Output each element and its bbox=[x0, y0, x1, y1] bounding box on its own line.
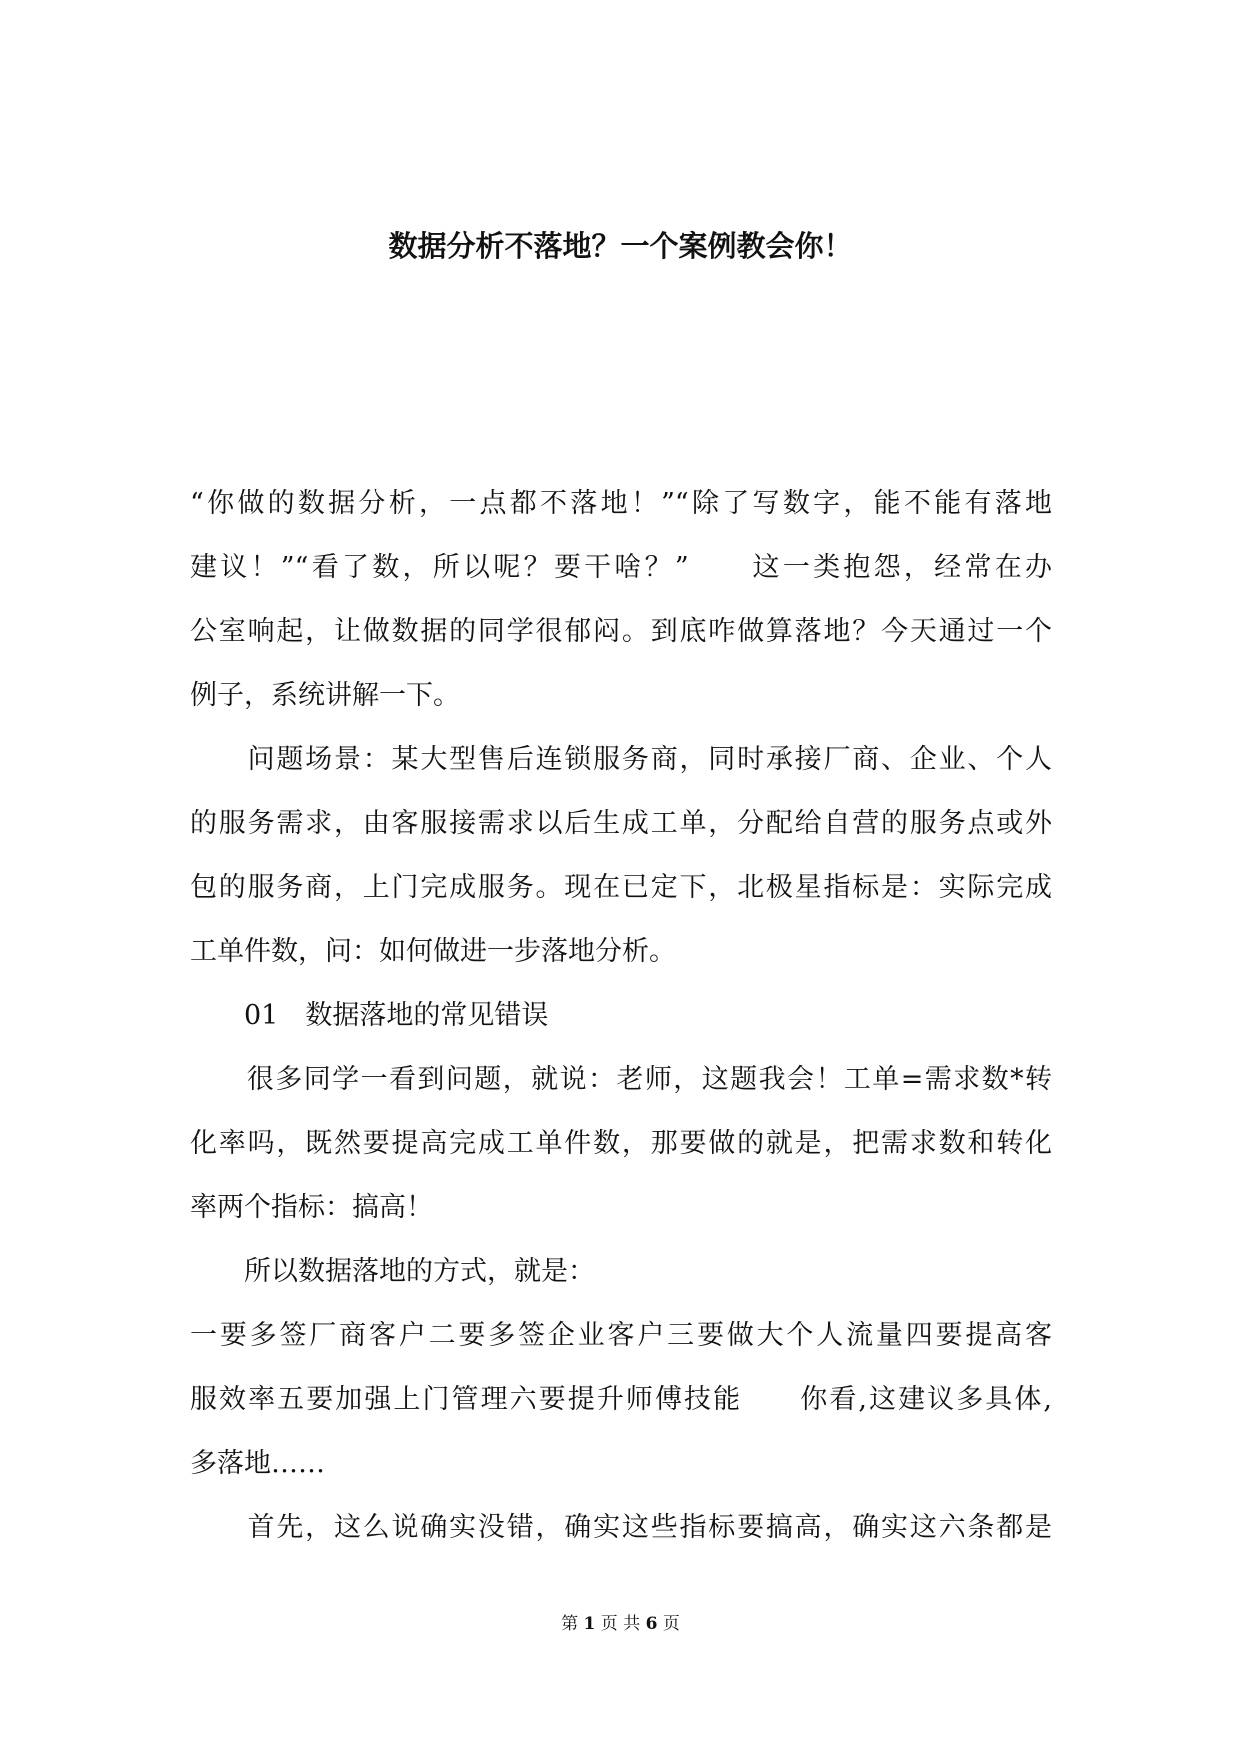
paragraph-line: 工单件数，问：如何做进一步落地分析。 bbox=[190, 936, 676, 967]
paragraph-line: 所以数据落地的方式，就是： bbox=[190, 1256, 595, 1287]
paragraph-line: 包的服务商，上门完成服务。现在已定下，北极星指标是：实际完成 bbox=[190, 872, 1052, 903]
page-footer bbox=[0, 1612, 1241, 1636]
paragraph-line: 的服务需求，由客服接需求以后生成工单，分配给自营的服务点或外 bbox=[190, 808, 1052, 839]
paragraph-line: “你做的数据分析，一点都不落地！”“除了写数字，能不能有落地 bbox=[190, 488, 1052, 519]
paragraph-line: 化率吗，既然要提高完成工单件数，那要做的就是，把需求数和转化 bbox=[190, 1128, 1052, 1159]
paragraph-line: 问题场景：某大型售后连锁服务商，同时承接厂商、企业、个人 bbox=[190, 744, 1052, 775]
paragraph-line: 一要多签厂商客户二要多签企业客户三要做大个人流量四要提高客 bbox=[190, 1320, 1052, 1351]
footer-middle: 页 共 bbox=[600, 1614, 641, 1634]
paragraph-line: 建议！”“看了数，所以呢？要干啥？” 这一类抱怨，经常在办 bbox=[190, 552, 1052, 583]
footer-total-pages: 6 bbox=[645, 1614, 658, 1634]
paragraph-line: 首先，这么说确实没错，确实这些指标要搞高，确实这六条都是 bbox=[190, 1512, 1052, 1543]
footer-suffix: 页 bbox=[662, 1614, 680, 1634]
document-title: 数据分析不落地？一个案例教会你！ bbox=[388, 229, 853, 263]
paragraph-line: 公室响起，让做数据的同学很郁闷。到底咋做算落地？今天通过一个 bbox=[190, 616, 1052, 647]
section-heading: 01 数据落地的常见错误 bbox=[190, 1000, 549, 1031]
paragraph-line: 例子，系统讲解一下。 bbox=[190, 680, 460, 711]
paragraph-line: 服效率五要加强上门管理六要提升师傅技能 你看,这建议多具体, bbox=[190, 1384, 1052, 1415]
footer-prefix: 第 bbox=[561, 1614, 579, 1634]
paragraph-line: 率两个指标：搞高！ bbox=[190, 1192, 433, 1223]
paragraph-line: 很多同学一看到问题，就说：老师，这题我会！工单=需求数*转 bbox=[190, 1064, 1052, 1095]
paragraph-line: 多落地…… bbox=[190, 1448, 325, 1479]
footer-page-number: 1 bbox=[583, 1614, 596, 1634]
